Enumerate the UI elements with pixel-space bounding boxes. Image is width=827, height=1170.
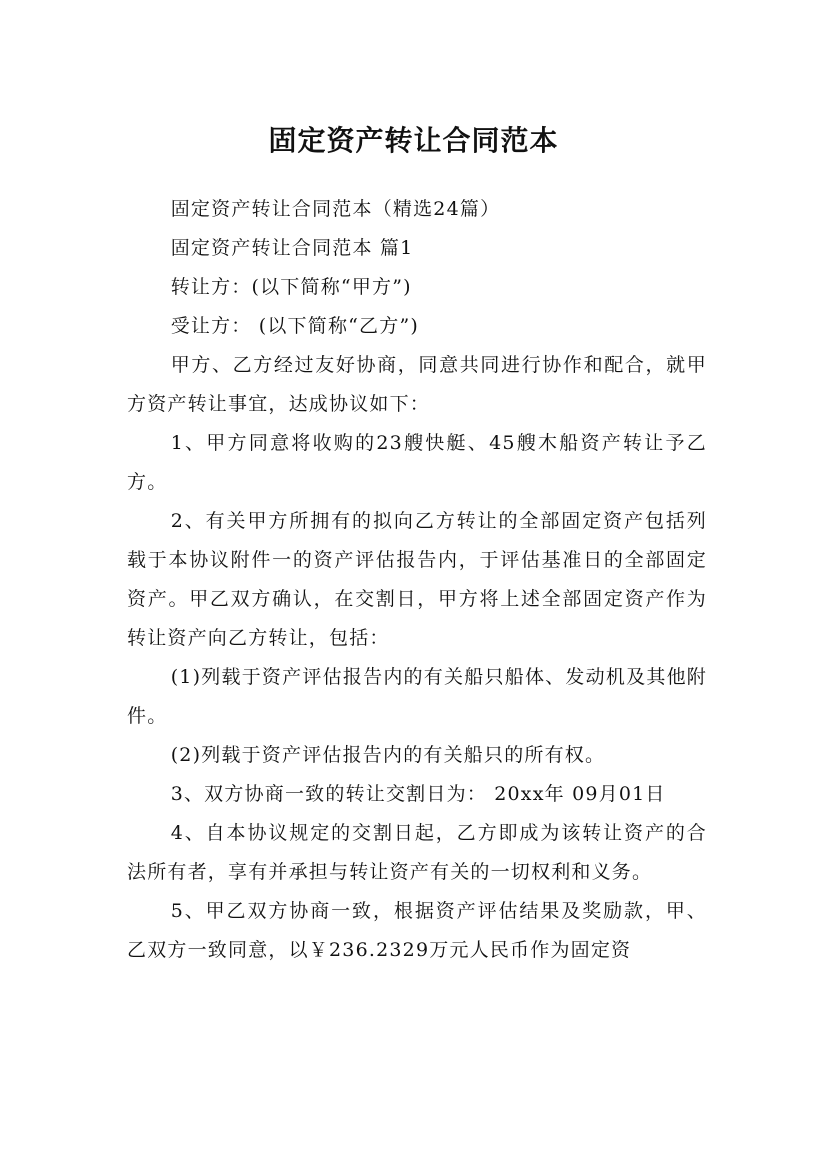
paragraph-transferee: 受让方： (以下简称“乙方”) [170,315,419,337]
paragraph-clause-3: 3、双方协商一致的转让交割日为： 20xx年 09月01日 [170,783,666,805]
paragraph-subtitle: 固定资产转让合同范本（精选24篇） [170,198,501,220]
document-title: 固定资产转让合同范本 [268,123,559,157]
paragraph-clause-1: 1、甲方同意将收购的23艘快艇、45艘木船资产转让予乙方。 [127,432,707,493]
paragraph-preamble: 甲方、乙方经过友好协商，同意共同进行协作和配合，就甲方资产转让事宜，达成协议如下： [127,354,707,415]
paragraph-clause-2: 2、有关甲方所拥有的拟向乙方转让的全部固定资产包括列载于本协议附件一的资产评估报告内，于评估基准日的全部固定资产。甲乙双方确认，在交割日，甲方将上述全部固定资产作为转让资产向乙方转让，包括： [127,510,707,649]
paragraph-clause-2-item-1: (1)列载于资产评估报告内的有关船只船体、发动机及其他附件。 [127,666,707,727]
document-body [127,190,707,970]
paragraph-clause-5: 5、甲乙双方协商一致，根据资产评估结果及奖励款，甲、乙双方一致同意，以￥236.2329万元人民币作为固定资 [127,900,707,961]
paragraph-transferor: 转让方：(以下简称“甲方”) [170,276,412,298]
paragraph-article-heading: 固定资产转让合同范本 篇1 [170,237,414,259]
paragraph-clause-4: 4、自本协议规定的交割日起，乙方即成为该转让资产的合法所有者，享有并承担与转让资产有关的一切权利和义务。 [127,822,707,883]
paragraph-clause-2-item-2: (2)列载于资产评估报告内的有关船只的所有权。 [170,744,606,766]
